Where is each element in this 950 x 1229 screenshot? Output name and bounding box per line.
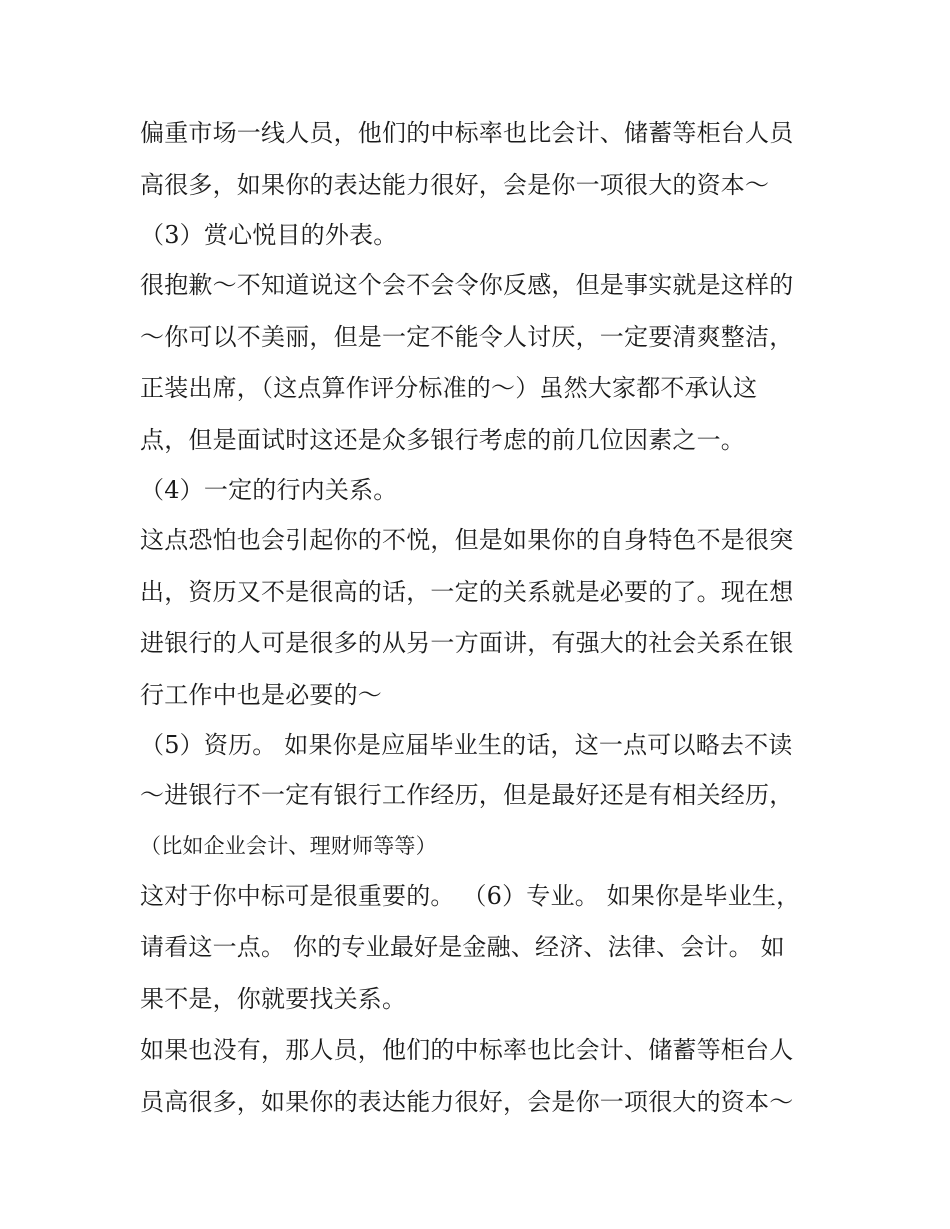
body-text [140,108,820,1128]
text-line-9: 这点恐怕也会引起你的不悦，但是如果你的自身特色不是很突 [140,526,794,554]
text-line-8: （4）一定的行内关系。 [140,476,398,504]
text-line-7: 点，但是面试时这还是众多银行考虑的前几位因素之一。 [140,425,745,454]
text-line-19: 如果也没有，那人员，他们的中标率也比会计、储蓄等柜台人 [140,1036,794,1064]
text-line-2: 高很多，如果你的表达能力很好，会是你一项很大的资本～ [140,170,770,199]
text-line-1: 偏重市场一线人员，他们的中标率也比会计、储蓄等柜台人员 [140,119,794,147]
text-line-4: 很抱歉～不知道说这个会不会令你反感，但是事实就是这样的 [140,271,794,299]
text-line-13: （5）资历。 如果你是应届毕业生的话，这一点可以略去不读 [140,731,793,759]
text-line-5: ～你可以不美丽，但是一定不能令人讨厌，一定要清爽整洁， [140,322,794,351]
text-line-18: 果不是，你就要找关系。 [140,984,407,1013]
text-line-16: 这对于你中标可是很重要的。 （6）专业。 如果你是毕业生， [140,881,801,910]
text-line-15: （比如企业会计、理财师等等） [140,833,437,858]
text-line-17: 请看这一点。 你的专业最好是金融、经济、法律、会计。 如 [140,933,785,961]
text-line-14: ～进银行不一定有银行工作经历，但是最好还是有相关经历， [140,781,794,809]
text-line-6: 正装出席，（这点算作评分标准的～）虽然大家都不承认这 [140,374,758,402]
text-line-20: 员高很多，如果你的表达能力很好，会是你一项很大的资本～ [140,1087,794,1116]
text-line-10: 出，资历又不是很高的话，一定的关系就是必要的了。现在想 [140,577,794,606]
text-line-11: 进银行的人可是很多的从另一方面讲，有强大的社会关系在银 [140,629,794,657]
text-line-12: 行工作中也是必要的～ [140,680,382,709]
text-line-3: （3）赏心悦目的外表。 [140,221,398,249]
